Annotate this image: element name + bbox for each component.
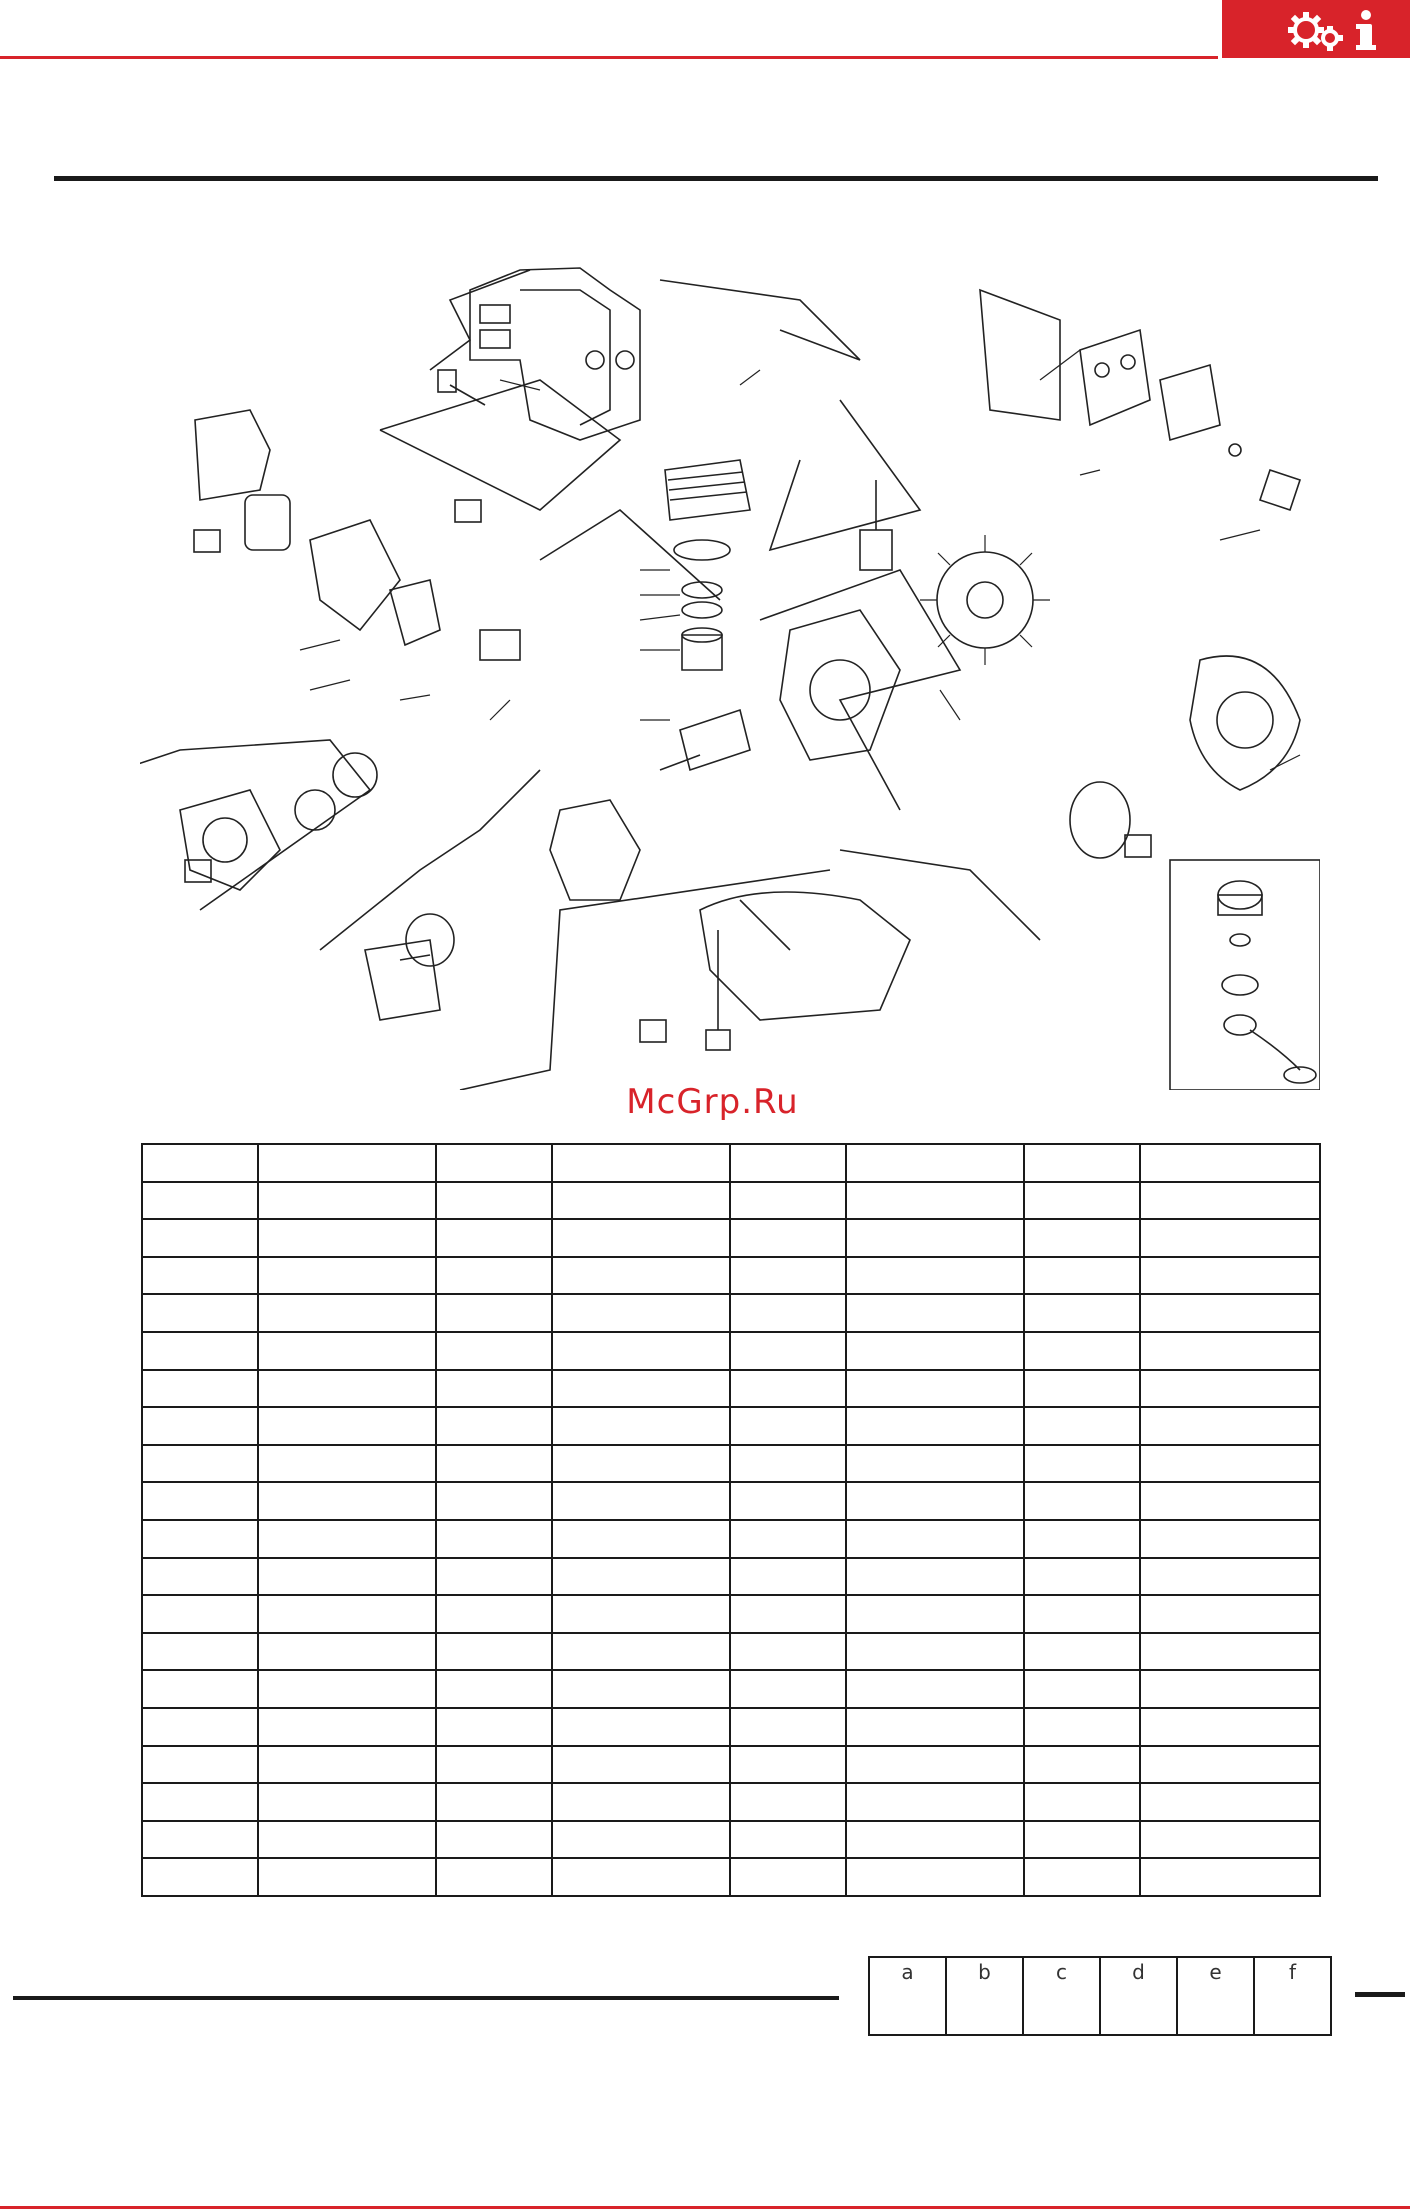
table-cell [436,1219,552,1257]
table-cell [846,1407,1024,1445]
table-cell [1024,1558,1140,1596]
table-cell [436,1670,552,1708]
footer-rule [13,1996,839,2000]
table-cell [730,1144,846,1182]
table-cell [436,1332,552,1370]
table-cell [142,1370,258,1408]
table-cell [730,1182,846,1220]
brand-block [1222,0,1410,58]
table-cell [730,1558,846,1596]
table-cell [1140,1370,1320,1408]
table-cell [1140,1858,1320,1896]
table-cell [552,1332,730,1370]
table-cell [142,1182,258,1220]
table-cell [258,1858,436,1896]
table-cell [552,1182,730,1220]
table-cell [436,1558,552,1596]
table-cell [142,1407,258,1445]
table-cell [552,1294,730,1332]
table-cell [142,1633,258,1671]
table-cell [846,1858,1024,1896]
table-row [142,1821,1320,1859]
table-cell [1140,1708,1320,1746]
table-cell [552,1595,730,1633]
table-cell [1140,1182,1320,1220]
table-row [142,1670,1320,1708]
table-cell [730,1257,846,1295]
table-cell [552,1558,730,1596]
table-cell [730,1595,846,1633]
table-cell [1140,1558,1320,1596]
table-cell [1024,1144,1140,1182]
parts-list-table [141,1143,1321,1897]
table-cell [1024,1332,1140,1370]
table-cell [1024,1595,1140,1633]
table-cell [1024,1407,1140,1445]
table-cell [258,1783,436,1821]
table-cell [436,1144,552,1182]
table-cell [142,1257,258,1295]
table-cell [1140,1746,1320,1784]
table-row [142,1858,1320,1896]
version-box-d: d [1100,1957,1177,2035]
table-cell [1140,1520,1320,1558]
table-cell [436,1445,552,1483]
table-cell [1024,1219,1140,1257]
table-cell [142,1219,258,1257]
table-cell [436,1482,552,1520]
table-row [142,1219,1320,1257]
table-cell [730,1708,846,1746]
table-cell [552,1219,730,1257]
table-row [142,1407,1320,1445]
table-cell [552,1746,730,1784]
table-cell [552,1445,730,1483]
table-cell [730,1294,846,1332]
table-cell [846,1783,1024,1821]
table-row [142,1370,1320,1408]
table-cell [258,1370,436,1408]
table-cell [846,1370,1024,1408]
table-cell [1140,1482,1320,1520]
version-box-e: e [1177,1957,1254,2035]
table-cell [436,1294,552,1332]
page-marker-rule [1355,1992,1405,1997]
table-cell [1140,1294,1320,1332]
table-cell [846,1708,1024,1746]
table-cell [1140,1783,1320,1821]
table-cell [1140,1332,1320,1370]
table-cell [846,1445,1024,1483]
table-row [142,1746,1320,1784]
table-cell [142,1595,258,1633]
table-cell [730,1670,846,1708]
table-cell [436,1595,552,1633]
table-cell [846,1482,1024,1520]
table-cell [142,1708,258,1746]
footer-red-rule [0,2206,1410,2209]
table-cell [1140,1670,1320,1708]
gears-info-icon [1286,6,1396,54]
table-cell [258,1595,436,1633]
table-cell [552,1708,730,1746]
table-cell [142,1670,258,1708]
table-cell [436,1821,552,1859]
table-cell [258,1746,436,1784]
table-cell [258,1294,436,1332]
table-cell [142,1821,258,1859]
table-cell [1024,1482,1140,1520]
exploded-parts-diagram [140,250,1320,1090]
table-cell [436,1182,552,1220]
table-cell [142,1783,258,1821]
table-cell [1024,1633,1140,1671]
table-cell [258,1219,436,1257]
table-cell [258,1407,436,1445]
table-cell [1024,1257,1140,1295]
table-cell [258,1821,436,1859]
table-cell [436,1257,552,1295]
table-cell [730,1219,846,1257]
table-cell [730,1633,846,1671]
table-cell [258,1445,436,1483]
table-cell [1024,1821,1140,1859]
table-cell [142,1482,258,1520]
table-cell [846,1219,1024,1257]
table-cell [258,1670,436,1708]
table-cell [846,1294,1024,1332]
table-cell [552,1482,730,1520]
version-box-c: c [1023,1957,1100,2035]
table-cell [1140,1407,1320,1445]
table-row [142,1595,1320,1633]
table-cell [1024,1858,1140,1896]
version-box-b: b [946,1957,1023,2035]
table-cell [258,1520,436,1558]
table-cell [1024,1783,1140,1821]
table-cell [552,1370,730,1408]
table-cell [1140,1144,1320,1182]
table-cell [258,1144,436,1182]
table-cell [436,1858,552,1896]
table-cell [730,1482,846,1520]
version-box-a: a [869,1957,946,2035]
table-row [142,1482,1320,1520]
table-cell [1140,1821,1320,1859]
watermark: McGrp.Ru [626,1082,799,1122]
table-cell [846,1821,1024,1859]
table-cell [258,1633,436,1671]
table-cell [730,1858,846,1896]
table-cell [846,1520,1024,1558]
table-cell [258,1708,436,1746]
table-cell [846,1595,1024,1633]
header-red-rule [0,56,1218,59]
table-cell [730,1746,846,1784]
table-row [142,1520,1320,1558]
table-row [142,1558,1320,1596]
table-cell [552,1783,730,1821]
table-cell [436,1708,552,1746]
table-cell [1024,1670,1140,1708]
table-cell [436,1783,552,1821]
table-cell [258,1182,436,1220]
table-cell [1024,1182,1140,1220]
table-cell [142,1858,258,1896]
table-cell [1140,1445,1320,1483]
table-cell [142,1445,258,1483]
table-cell [730,1821,846,1859]
table-cell [730,1783,846,1821]
table-cell [436,1370,552,1408]
table-cell [730,1445,846,1483]
table-cell [258,1482,436,1520]
table-cell [846,1332,1024,1370]
table-cell [258,1558,436,1596]
table-cell [436,1520,552,1558]
table-cell [846,1558,1024,1596]
table-cell [846,1670,1024,1708]
table-cell [552,1670,730,1708]
table-cell [142,1558,258,1596]
table-cell [552,1144,730,1182]
table-cell [436,1407,552,1445]
table-cell [258,1257,436,1295]
table-cell [1140,1595,1320,1633]
table-row [142,1182,1320,1220]
table-cell [846,1633,1024,1671]
version-box-f: f [1254,1957,1331,2035]
table-cell [1024,1294,1140,1332]
table-cell [142,1294,258,1332]
table-cell [1140,1219,1320,1257]
table-cell [1024,1746,1140,1784]
table-cell [142,1520,258,1558]
table-row [142,1783,1320,1821]
table-row [142,1294,1320,1332]
table-cell [1024,1708,1140,1746]
table-cell [552,1520,730,1558]
table-cell [846,1144,1024,1182]
table-cell [730,1407,846,1445]
table-cell [1140,1257,1320,1295]
table-row [142,1708,1320,1746]
title-rule [54,176,1378,181]
table-cell [142,1746,258,1784]
table-cell [1024,1445,1140,1483]
table-cell [1024,1520,1140,1558]
table-cell [1024,1370,1140,1408]
table-cell [552,1257,730,1295]
table-cell [1140,1633,1320,1671]
table-cell [552,1821,730,1859]
version-boxes [868,1956,1332,2036]
table-cell [552,1858,730,1896]
table-cell [258,1332,436,1370]
table-cell [846,1182,1024,1220]
table-cell [142,1144,258,1182]
table-row [142,1332,1320,1370]
table-row [142,1144,1320,1182]
table-cell [142,1332,258,1370]
table-row [142,1445,1320,1483]
table-cell [846,1746,1024,1784]
table-cell [552,1407,730,1445]
table-cell [436,1633,552,1671]
table-cell [730,1332,846,1370]
table-cell [436,1746,552,1784]
table-cell [730,1370,846,1408]
table-cell [552,1633,730,1671]
table-cell [730,1520,846,1558]
table-row [142,1257,1320,1295]
table-cell [846,1257,1024,1295]
table-row [142,1633,1320,1671]
